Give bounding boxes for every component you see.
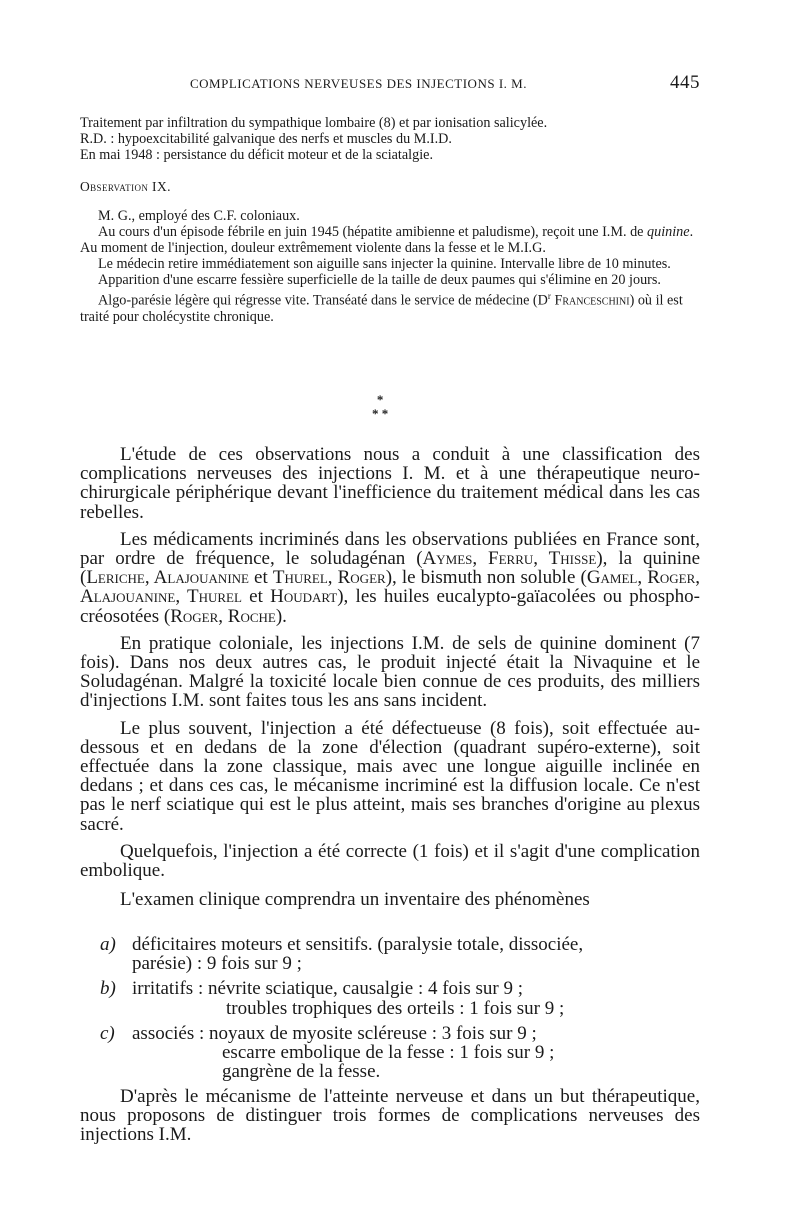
observation-paragraph: Le médecin retire immédiatement son aiguille sans injecter la quinine. Intervalle libre de 10 minutes.	[98, 256, 671, 272]
text-span: ), le bismuth non soluble (	[385, 567, 587, 589]
observation-viii-end	[80, 115, 700, 163]
findings-list	[80, 935, 720, 1081]
text-span: ), les huiles eucalypto-gaïacolées ou phospho-créosotées (	[80, 586, 701, 627]
list-text: irritatifs : névrite sciatique, causalgie : 4 fois sur 9 ;	[132, 978, 523, 1000]
author-names: Aymes, Ferru, Thisse	[422, 548, 597, 570]
author-names: Thurel, Roger	[272, 567, 386, 589]
text-line: Traitement par infiltration du sympathique lombaire (8) et par ionisation salicylée.	[80, 115, 548, 131]
text-span: ).	[275, 605, 287, 627]
text-line: R.D. : hypoexcitabilité galvanique des nerfs et muscles du M.I.D.	[80, 131, 452, 147]
paragraph: L'examen clinique comprendra un inventaire des phénomènes	[120, 889, 590, 911]
list-text: associés : noyaux de myosite scléreuse : 3 fois sur 9 ;	[132, 1022, 537, 1044]
separator-star: *	[376, 392, 384, 407]
page-number: 445	[670, 72, 700, 93]
observation-ix	[80, 208, 700, 325]
author-names: Houdart	[270, 586, 338, 608]
list-label: b)	[100, 978, 116, 1000]
paragraph: Le plus souvent, l'injection a été défectueuse (8 fois), soit effectuée au-dessous et en dedans de la zone d'élection (quadrant supéro-externe), soit effectuée dans la zone classique, mais avec une longue aiguille inclinée en dedans ; et dans ces cas, le mécanisme incriminé est la diffusion locale. Ce n'est pas le nerf sciatique qui est le plus atteint, mais ses branches d'origine au plexus sacré.	[80, 717, 700, 835]
list-item	[80, 935, 720, 954]
text-span: ) où il est traité pour cholécystite chronique.	[80, 292, 683, 325]
observation-paragraph	[80, 288, 700, 325]
observation-paragraph	[80, 224, 700, 256]
text-span: et	[248, 567, 273, 589]
superscript: r	[547, 291, 551, 301]
list-text: gangrène de la fesse.	[222, 1061, 381, 1083]
text-span: ), la quinine (	[80, 548, 701, 589]
main-text	[80, 445, 700, 909]
text-span: et	[241, 586, 271, 608]
text-span: . Au moment de l'injection, douleur extrêmement violente dans la fesse et le M.I.G.	[80, 224, 694, 256]
list-item-continuation	[80, 954, 720, 973]
list-item-continuation	[80, 999, 720, 1018]
paragraph: Quelquefois, l'injection a été correcte (1 fois) et il s'agit d'une complication embolique.	[80, 840, 700, 882]
list-item	[80, 979, 720, 998]
observation-heading: Observation IX.	[80, 179, 171, 194]
list-item-continuation	[80, 1043, 720, 1062]
section-separator	[372, 393, 388, 421]
list-item	[80, 1024, 720, 1043]
list-text: escarre embolique de la fesse : 1 fois sur 9 ;	[222, 1041, 555, 1063]
patient-line: M. G., employé des C.F. coloniaux.	[98, 208, 300, 224]
author-name: Franceschini	[550, 292, 630, 309]
paragraph	[80, 530, 700, 626]
italic-word: quinine	[647, 224, 690, 240]
text-span: Au cours d'un épisode fébrile en juin 1945 (hépatite amibienne et paludisme), reçoit une I.M. de	[98, 224, 648, 240]
list-label: a)	[100, 934, 116, 955]
list-text: déficitaires moteurs et sensitifs. (paralysie totale, dissociée,	[132, 934, 584, 955]
running-head-title: COMPLICATIONS NERVEUSES DES INJECTIONS I. M.	[190, 76, 527, 91]
observation-paragraph: Apparition d'une escarre fessière superficielle de la taille de deux paumes qui s'élimine en 20 jours.	[98, 272, 661, 288]
author-names: Gamel, Roger, Alajouanine, Thurel	[80, 567, 701, 608]
list-label: c)	[100, 1022, 115, 1044]
list-item-continuation	[80, 1062, 720, 1081]
closing-text	[80, 1087, 700, 1145]
paragraph: L'étude de ces observations nous a conduit à une classification des complications nerveuses des injections I. M. et à une thérapeutique neuro-chirurgicale périphérique devant l'inefficience du traitement médical dans les cas rebelles.	[80, 444, 700, 523]
list-text: parésie) : 9 fois sur 9 ;	[132, 953, 302, 975]
text-span: Algo-parésie légère qui régresse vite. Transéaté dans le service de médecine (D	[98, 292, 548, 309]
text-span: Les médicaments incriminés dans les observations publiées en France sont, par ordre de fréquence, le soludagénan (	[80, 528, 700, 570]
author-names: Roger, Roche	[170, 605, 276, 627]
list-text: troubles trophiques des orteils : 1 fois sur 9 ;	[226, 997, 565, 1019]
text-line: En mai 1948 : persistance du déficit moteur et de la sciatalgie.	[80, 147, 433, 163]
paragraph: En pratique coloniale, les injections I.M. de sels de quinine dominent (7 fois). Dans nos deux autres cas, le produit injecté était la Nivaquine et le Soludagénan. Malgré la toxicité locale bien connue de ces produits, des milliers d'injections I.M. sont faites tous les ans sans incident.	[80, 632, 700, 712]
author-names: Leriche, Alajouanine	[86, 567, 249, 589]
separator-stars: * *	[372, 406, 389, 421]
paragraph: D'après le mécanisme de l'atteinte nerveuse et dans un but thérapeutique, nous proposons de distinguer trois formes de complications nerveuses des injections I.M.	[80, 1086, 700, 1146]
